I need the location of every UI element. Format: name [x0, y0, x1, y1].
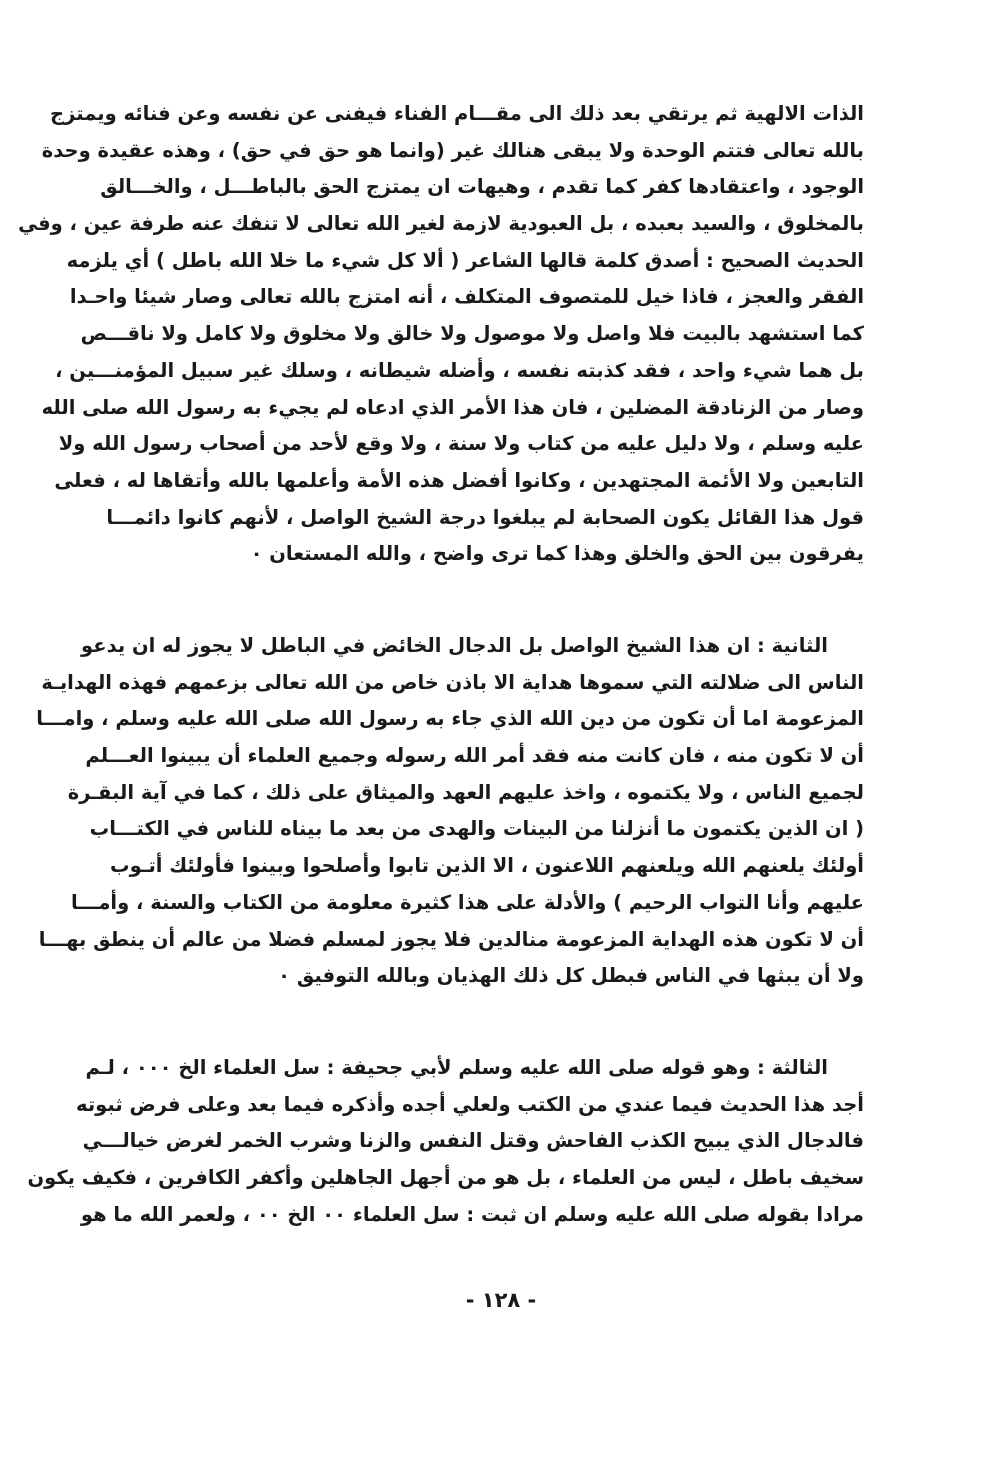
text-line: مرادا بقوله صلى الله عليه وسلم ان ثبت : سل العلماء ٠٠ الخ ٠٠ ، ولعمر الله ما هو: [80, 1202, 864, 1226]
text-line: بل هما شيء واحد ، فقد كذبته نفسه ، وأضله شيطانه ، وسلك غير سبيل المؤمنـــين ،: [55, 358, 864, 382]
text-line: ( ان الذين يكتمون ما أنزلنا من البينات والهدى من بعد ما بيناه للناس في الكتـــاب: [89, 817, 864, 841]
text-line: الذات الالهية ثم يرتقي بعد ذلك الى مقـــام الفناء فيفنى عن نفسه وعن فنائه ويمتزج: [50, 102, 864, 125]
text-line: الثالثة : وهو قوله صلى الله عليه وسلم لأبي جحيفة : سل العلماء الخ ٠٠٠ ، لـم: [85, 1056, 828, 1079]
text-line: التابعين ولا الأئمة المجتهدين ، وكانوا أفضل هذه الأمة وأعلمها بالله وأتقاها له ، فعلى: [54, 468, 864, 492]
paragraph-3: [27, 1050, 864, 1233]
text-line: يفرقون بين الحق والخلق وهذا كما ترى واضح ، والله المستعان ٠: [250, 542, 864, 566]
text-line: الفقر والعجز ، فاذا خيل للمتصوف المتكلف ، أنه امتزج بالله تعالى وصار شيئا واحـدا: [69, 285, 864, 309]
text-line: بالله تعالى فتتم الوحدة ولا يبقى هنالك غير (وانما هو حق في حق) ، وهذه عقيدة وحدة: [41, 138, 864, 162]
text-line: سخيف باطل ، ليس من العلماء ، بل هو من أجهل الجاهلين وأكفر الكافرين ، فكيف يكون: [27, 1166, 864, 1190]
text-line: عليهم وأنا التواب الرحيم ) والأدلة على هذا كثيرة معلومة من الكتاب والسنة ، وأمـــا: [71, 890, 864, 914]
text-line: أن لا تكون هذه الهداية المزعومة منالدين فلا يجوز لمسلم فضلا من عالم أن ينطق بهـــا: [38, 927, 864, 951]
paragraph-1: [18, 96, 864, 573]
text-line: الحديث الصحيح : أصدق كلمة قالها الشاعر ( ألا كل شيء ما خلا الله باطل ) أي يلزمه: [66, 248, 864, 272]
text-line: الناس الى ضلالته التي سموها هداية الا باذن خاص من الله تعالى بزعمهم فهذه الهدايـة: [41, 670, 864, 694]
text-line: الثانية : ان هذا الشيخ الواصل بل الدجال الخائض في الباطل لا يجوز له ان يدعو: [81, 634, 828, 657]
text-line: لجميع الناس ، ولا يكتموه ، واخذ عليهم العهد والميثاق على ذلك ، كما في آية البقـرة: [67, 780, 864, 804]
text-line: وصار من الزنادقة المضلين ، فان هذا الأمر الذي ادعاه لم يجيء به رسول الله صلى الله: [41, 395, 864, 419]
text-line: عليه وسلم ، ولا دليل عليه من كتاب ولا سنة ، ولا وقع لأحد من أصحاب رسول الله ولا: [58, 432, 864, 456]
text-line: أجد هذا الحديث فيما عندي من الكتب ولعلي أجده وأذكره فيما بعد وعلى فرض ثبوته: [76, 1092, 864, 1116]
text-line: الوجود ، واعتقادها كفر كما تقدم ، وهيهات ان يمتزج الحق بالباطـــل ، والخـــالق: [100, 175, 864, 199]
text-line: أولئك يلعنهم الله ويلعنهم اللاعنون ، الا الذين تابوا وأصلحوا وبينوا فأولئك أتـوب: [109, 854, 864, 878]
text-line: المزعومة اما أن تكون من دين الله الذي جاء به رسول الله صلى الله عليه وسلم ، وامـــا: [36, 707, 864, 731]
text-line: قول هذا القائل يكون الصحابة لم يبلغوا درجة الشيخ الواصل ، لأنهم كانوا دائمـــا: [106, 505, 864, 529]
text-line: فالدجال الذي يبيح الكذب الفاحش وقتل النفس والزنا وشرب الخمر لغرض خيالـــي: [82, 1129, 864, 1153]
page-number: - ١٢٨ -: [465, 1288, 537, 1312]
text-line: ولا أن يبثها في الناس فبطل كل ذلك الهذيان وبالله التوفيق ٠: [278, 964, 864, 988]
text-line: أن لا تكون منه ، فان كانت منه فقد أمر الله رسوله وجميع العلماء أن يبينوا العـــلم: [85, 744, 864, 768]
paragraph-2: [36, 628, 864, 995]
text-line: كما استشهد بالبيت فلا واصل ولا موصول ولا خالق ولا مخلوق ولا كامل ولا ناقـــص: [80, 322, 864, 346]
text-line: بالمخلوق ، والسيد بعبده ، بل العبودية لازمة لغير الله تعالى لا تنفك عنه طرفة عين ، وفي: [18, 212, 864, 236]
